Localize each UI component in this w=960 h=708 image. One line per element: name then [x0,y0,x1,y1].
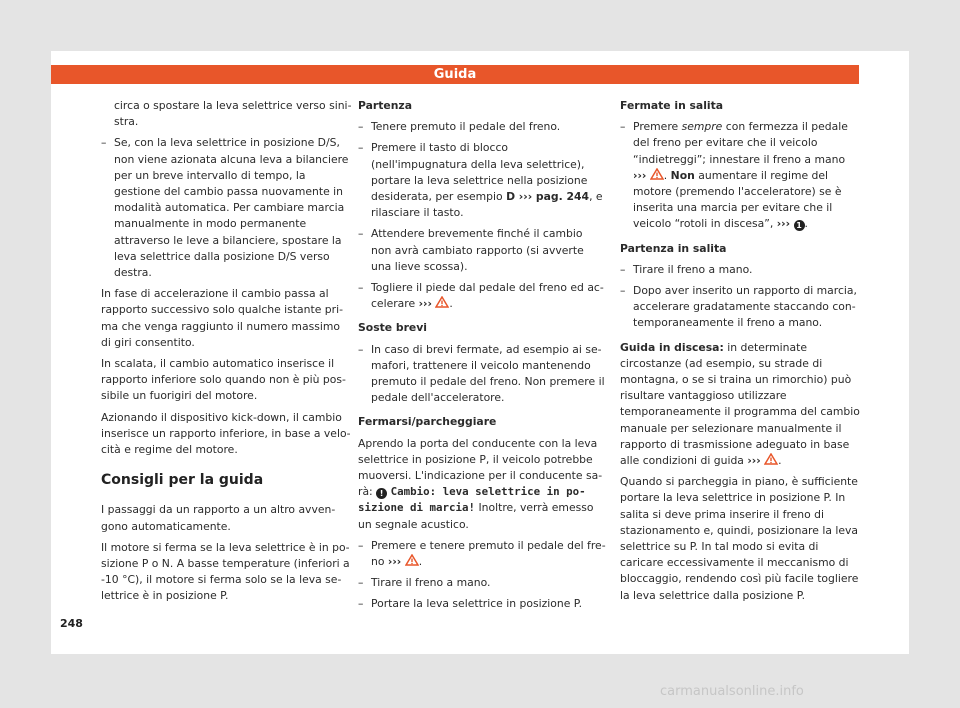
list-item-text: Tenere premuto il pedale del freno. [371,120,561,134]
list-item [101,135,353,281]
text: Togliere il piede dal pedale del freno ed accelerare [371,281,604,311]
column-3 [620,98,860,609]
dash-marker: – [358,342,364,356]
paragraph: circa o spostare la leva selettrice verso sinistra. [114,99,352,129]
dash-marker: – [358,141,364,155]
display-message: Cambio: leva selettrice in posizione di marcia! [358,485,586,515]
list-item-text: Tirare il freno a mano. [633,262,753,276]
paragraph: Il motore si ferma se la leva selettrice è in posizione P o N. A basse temperature (inferiori a -10 °C), il motore si ferma solo se la leva selettrice è in posizione P. [101,540,350,603]
text: Aprendo la porta del conducente con la leva selettrice in posizione P, il veicolo potrebbe muoversi. L'indicazione per il conducente sarà: [358,436,603,499]
list-item-text: Togliere il piede dal pedale del freno ed accelerare ››› . [371,281,604,311]
list-item-text: Se, con la leva selettrice in posizione D/S, non viene azionata alcuna leva a bilanciere per un breve intervallo di tempo, la gestione del cambio passa nuovamente in modalità automatica. Per cambiare marcia manualmente in modo permanente attraverso le leve a bilanciere, spostare la leva selettrice dalla posizione D/S verso destra. [114,136,349,280]
list-item [620,283,860,332]
warning-icon [650,168,664,180]
list-item-text: Dopo aver inserito un rapporto di marcia, accelerare gradatamente staccando contemporaneamente il freno a mano. [633,284,857,330]
chapter-header: Guida [51,65,859,84]
reference-arrows[interactable]: ››› [747,454,761,468]
warning-icon [764,453,778,465]
emphasis: Guida in discesa: [620,340,724,354]
list-item [358,596,606,612]
reference-arrows[interactable]: ››› [633,168,647,182]
dash-marker: – [358,576,364,590]
text: Inoltre, verrà emesso un segnale acustico. [358,501,594,531]
list-item-text [371,140,606,221]
reference-arrows[interactable]: ››› [776,217,791,231]
dash-marker: – [620,120,626,134]
dash-marker: – [358,120,364,134]
dash-marker: – [101,136,107,150]
list-item [620,119,860,232]
paragraph: I passaggi da un rapporto a un altro avvengono automaticamente. [101,503,336,533]
text: in determinate circostanze (ad esempio, su strade di montagna, o se si traina un rimorchio) può risultare vantaggioso utilizzare temporaneamente il programma del cambio manuale per selezionare manualmente il rapporto di trasmissione adeguato in base alle condizioni di guida [620,340,860,468]
list-item-text: Premere sempre con fermezza il pedale del freno per evitare che il veicolo “indietreggi”; innestare il freno a mano ››› . Non aumentare il regime del motore (premendo l'acceleratore) se è inserita una marcia per evitare che il veicolo “rotoli in discesa”, ››› 1 . [633,120,848,231]
list-item-text: Attendere brevemente finché il cambio non avrà cambiato rapporto (si avverte una lieve scossa). [371,227,584,273]
paragraph: Quando si parcheggia in piano, è sufficiente portare la leva selettrice in posizione P. In salita si deve prima inserire il freno di stazionamento e, quindi, posizionare la leva selettrice su P. In tal modo si evita di caricare eccessivamente il meccanismo di bloccaggio, rendendo così più facile togliere la leva selettrice dalla posizione P. [620,475,859,602]
section-heading: Consigli per la guida [101,472,264,489]
list-item [358,226,606,275]
dash-marker: – [620,262,626,276]
text: Premere il tasto di blocco (nell'impugnatura della leva selettrice), portare la leva selettrice nella posizione desiderata, per esempio [371,141,588,204]
info-icon: ! [376,488,387,499]
text: Premere e tenere premuto il pedale del freno [371,538,606,569]
list-item-text: Premere e tenere premuto il pedale del freno ››› . [371,538,606,569]
emphasis: Non [670,168,695,182]
list-item [358,140,606,221]
subheading-fermate-salita: Fermate in salita [620,99,724,112]
column-2 [358,98,606,618]
list-item [358,280,606,312]
subheading-partenza: Partenza [358,99,412,112]
text: Premere [633,120,682,134]
dash-marker: – [620,284,626,298]
reference-arrows[interactable]: ››› [418,297,432,311]
list-item [620,262,860,278]
paragraph: In fase di accelerazione il cambio passa al rapporto successivo solo qualche istante prima che venga raggiunto il numero massimo di giri consentito. [101,287,343,349]
list-item-text: In caso di brevi fermate, ad esempio ai semafori, trattenere il veicolo mantenendo premuto il pedale del freno. Non premere il pedale dell'acceleratore. [371,342,605,405]
page-number: 248 [60,617,83,630]
list-item [358,575,606,591]
subheading-soste-brevi: Soste brevi [358,321,427,335]
text: aumentare il regime del motore (premendo l'acceleratore) se è inserita una marcia per evitare che il veicolo “rotoli in discesa”, [633,168,842,231]
reference-arrows[interactable]: ››› [387,555,402,569]
column-1 [101,98,353,610]
subheading-fermarsi: Fermarsi/parcheggiare [358,415,497,429]
paragraph: Guida in discesa: in determinate circostanze (ad esempio, su strade di montagna, o se si traina un rimorchio) può risultare vantaggioso utilizzare temporaneamente il programma del cambio manuale per selezionare manualmente il rapporto di trasmissione adeguato in base alle condizioni di guida ››› . [620,340,860,468]
emphasis: sempre [681,120,723,134]
subheading-partenza-salita: Partenza in salita [620,241,727,255]
list-item [358,538,606,570]
text: con fermezza il pedale del freno per evitare che il veicolo “indietreggi”; innestare il freno a mano [633,120,848,166]
list-item [358,119,606,135]
paragraph: Azionando il dispositivo kick-down, il cambio inserisce un rapporto inferiore, in base a velocità e regime del motore. [101,410,351,457]
warning-icon [405,554,419,566]
dash-marker: – [358,597,364,611]
warning-icon [435,296,449,308]
watermark: carmanualsonline.info [660,684,804,699]
note-icon: 1 [794,220,805,231]
list-item-text: Tirare il freno a mano. [371,576,491,590]
dash-marker: – [358,281,364,295]
text: , e rilasciare il tasto. [371,190,603,220]
paragraph [358,436,606,533]
dash-marker: – [358,538,364,552]
list-item-text: Portare la leva selettrice in posizione P. [371,597,583,611]
page-reference-link[interactable]: D ››› pag. 244 [506,190,590,204]
list-item [358,342,606,407]
dash-marker: – [358,227,364,241]
paragraph: In scalata, il cambio automatico inserisce il rapporto inferiore solo quando non è più possibile un fuorigiri del motore. [101,357,346,403]
